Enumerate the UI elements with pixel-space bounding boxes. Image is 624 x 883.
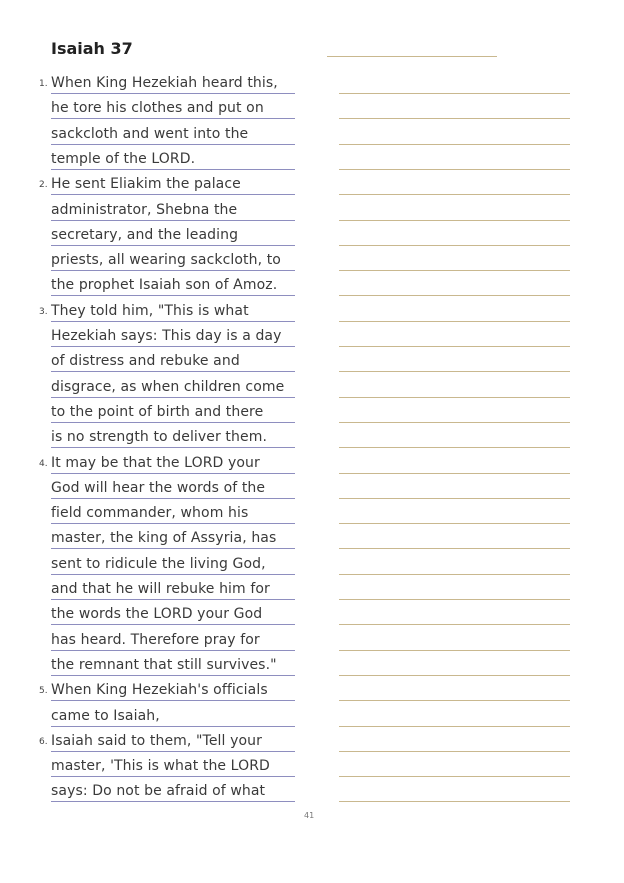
writing-line [339, 498, 570, 499]
verse-line [39, 449, 295, 474]
verse-line [51, 474, 295, 499]
verse-line [51, 221, 295, 246]
verse-number: 1. [39, 79, 48, 89]
verse-line [39, 170, 295, 195]
verse-line [39, 69, 295, 94]
verse-line-text: Hezekiah says: This day is a day [51, 328, 282, 344]
writing-line [339, 650, 570, 651]
verse-line [51, 702, 295, 727]
page-title: Isaiah 37 [51, 39, 133, 58]
writing-line [339, 624, 570, 625]
verse-line-text: sent to ridicule the living God, [51, 555, 266, 572]
verse-line [51, 271, 295, 296]
writing-line [339, 548, 570, 549]
verse-line-text: temple of the LORD. [51, 150, 196, 167]
verse-line-text: When King Hezekiah's officials [51, 682, 268, 699]
writing-line [339, 321, 570, 322]
verse-line [51, 575, 295, 600]
verse-line-text: They told him, "This is what [51, 302, 249, 319]
verse-line-text: he tore his clothes and put on [51, 100, 264, 117]
writing-line [339, 118, 570, 119]
verse-number: 4. [39, 458, 48, 469]
verse-line [51, 322, 295, 347]
writing-line [339, 473, 570, 474]
verse-line [51, 145, 295, 170]
verse-line-text: secretary, and the leading [51, 226, 239, 243]
verse-line [39, 676, 295, 701]
verse-line [51, 752, 295, 777]
writing-line [339, 751, 570, 752]
verse-line-text: came to Isaiah, [51, 707, 160, 724]
verse-line-text: administrator, Shebna the [51, 201, 238, 218]
verse-line [51, 373, 295, 398]
verse-line-text: master, the king of Assyria, has [51, 530, 277, 547]
verse-line-text: the remnant that still survives." [51, 656, 277, 673]
verse-line-text: and that he will rebuke him for [51, 581, 270, 597]
writing-line [339, 270, 570, 271]
writing-line [339, 599, 570, 600]
writing-line [339, 245, 570, 246]
writing-line [339, 144, 570, 145]
verse-line [39, 297, 295, 322]
verse-line [51, 600, 295, 625]
verse-line-text: disgrace, as when children come [51, 378, 285, 395]
verse-line-text: Isaiah said to them, "Tell your [51, 732, 262, 749]
writing-line [339, 295, 570, 296]
verse-line-text: says: Do not be afraid of what [51, 783, 266, 800]
verse-line [51, 246, 295, 271]
verse-line-text: the prophet Isaiah son of Amoz. [51, 277, 278, 294]
verse-number: 6. [39, 736, 48, 747]
title-writing-line [327, 56, 497, 57]
verse-line-text: sackcloth and went into the [51, 125, 249, 142]
writing-line [339, 93, 570, 94]
verse-line-text: of distress and rebuke and [51, 353, 240, 370]
verse-line [51, 550, 295, 575]
verse-line-text: When King Hezekiah heard this, [51, 75, 278, 91]
verse-line [51, 651, 295, 676]
verse-line-text: the words the LORD your God [51, 606, 263, 623]
writing-line [339, 726, 570, 727]
verse-number: 5. [39, 686, 48, 697]
writing-line [339, 422, 570, 423]
writing-line [339, 194, 570, 195]
verse-number: 2. [39, 180, 48, 191]
writing-line [339, 220, 570, 221]
writing-line [339, 371, 570, 372]
verse-line [51, 499, 295, 524]
verse-line-text: It may be that the LORD your [51, 454, 260, 471]
verse-line [51, 398, 295, 423]
verse-line-text: is no strength to deliver them. [51, 429, 267, 446]
verse-line-text: field commander, whom his [51, 505, 249, 522]
verse-line [51, 196, 295, 221]
verse-line [51, 423, 295, 448]
verse-line [51, 777, 295, 802]
writing-line [339, 776, 570, 777]
verse-line-text: He sent Eliakim the palace [51, 176, 241, 193]
verse-line-text: God will hear the words of the [51, 479, 266, 496]
verse-line [39, 727, 295, 752]
writing-line [339, 346, 570, 347]
writing-line [339, 523, 570, 524]
verse-line-text: priests, all wearing sackcloth, to [51, 252, 281, 269]
verse-line-text: has heard. Therefore pray for [51, 631, 260, 648]
verse-number: 3. [39, 306, 48, 317]
page-number: 41 [304, 811, 315, 820]
verse-line [51, 524, 295, 549]
writing-line [339, 574, 570, 575]
writing-line [339, 675, 570, 676]
verse-line-text: master, 'This is what the LORD [51, 758, 270, 775]
writing-line [339, 700, 570, 701]
writing-line [339, 397, 570, 398]
verse-line [51, 94, 295, 119]
verse-line [51, 347, 295, 372]
writing-line [339, 447, 570, 448]
verse-line [51, 626, 295, 651]
writing-line [339, 801, 570, 802]
verse-line [51, 120, 295, 145]
verse-line-text: to the point of birth and there [51, 403, 264, 420]
writing-line [339, 169, 570, 170]
